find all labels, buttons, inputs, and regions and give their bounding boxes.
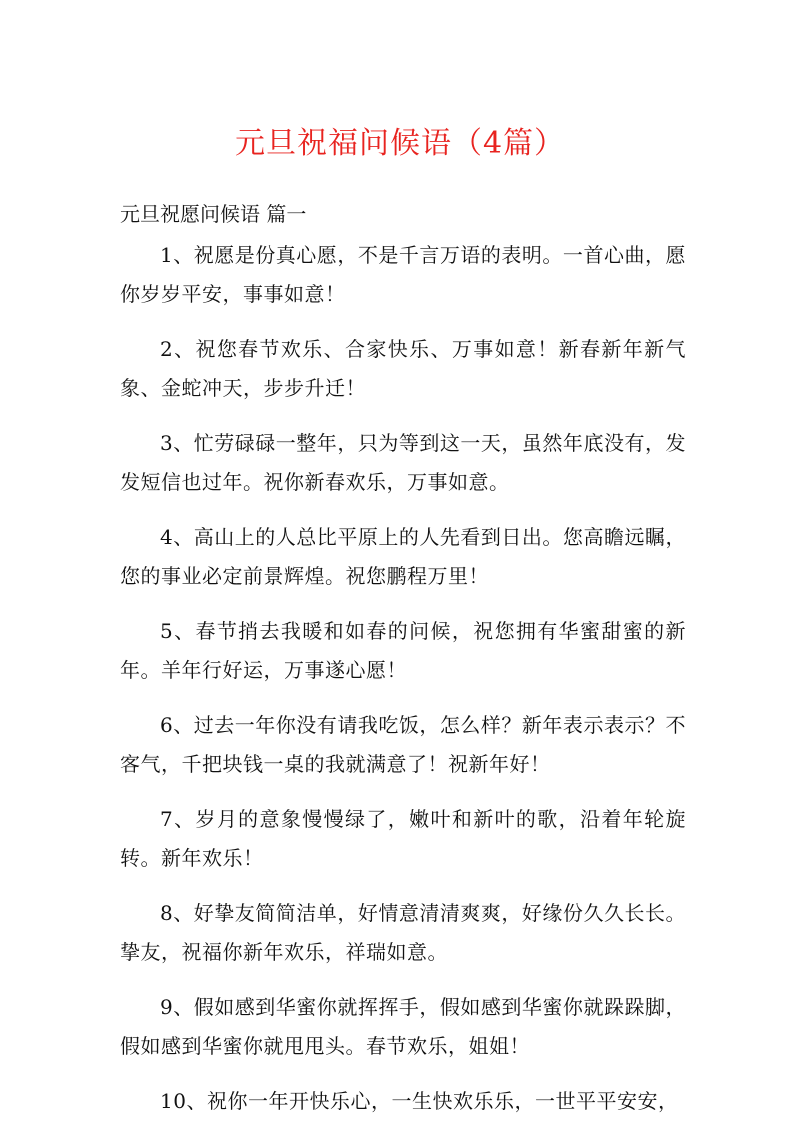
paragraph-5: 5、春节捎去我暖和如春的问候，祝您拥有华蜜甜蜜的新年。羊年行好运，万事遂心愿！: [120, 619, 686, 682]
paragraph-7: 7、岁月的意象慢慢绿了，嫩叶和新叶的歌，沿着年轮旋转。新年欢乐！: [120, 807, 686, 870]
paragraph-2: 2、祝您春节欢乐、合家快乐、万事如意！新春新年新气象、金蛇冲天，步步升迁！: [120, 337, 686, 400]
page-title: 元旦祝福问候语（4篇）: [234, 126, 566, 161]
section-heading: 元旦祝愿问候语 篇一: [120, 202, 307, 226]
paragraph-10: 10、祝你一年开快乐心，一生快欢乐乐，一世平平安安，: [160, 1089, 679, 1113]
paragraph-9: 9、假如感到华蜜你就挥挥手，假如感到华蜜你就跺跺脚，假如感到华蜜你就甩甩头。春节欢乐，姐姐！: [120, 995, 686, 1058]
paragraph-8: 8、好挚友简简洁单，好情意清清爽爽，好缘份久久长长。挚友，祝福你新年欢乐，祥瑞如意。: [120, 901, 686, 964]
paragraph-4: 4、高山上的人总比平原上的人先看到日出。您高瞻远瞩，您的事业必定前景辉煌。祝您鹏程万里！: [120, 525, 686, 588]
paragraph-3: 3、忙劳碌碌一整年，只为等到这一天，虽然年底没有，发发短信也过年。祝你新春欢乐，万事如意。: [120, 431, 686, 494]
paragraph-1: 1、祝愿是份真心愿，不是千言万语的表明。一首心曲，愿你岁岁平安，事事如意！: [120, 243, 686, 306]
paragraph-6: 6、过去一年你没有请我吃饭，怎么样？新年表示表示？不客气，千把块钱一桌的我就满意了！祝新年好！: [120, 713, 686, 776]
document-body: [120, 236, 686, 1137]
